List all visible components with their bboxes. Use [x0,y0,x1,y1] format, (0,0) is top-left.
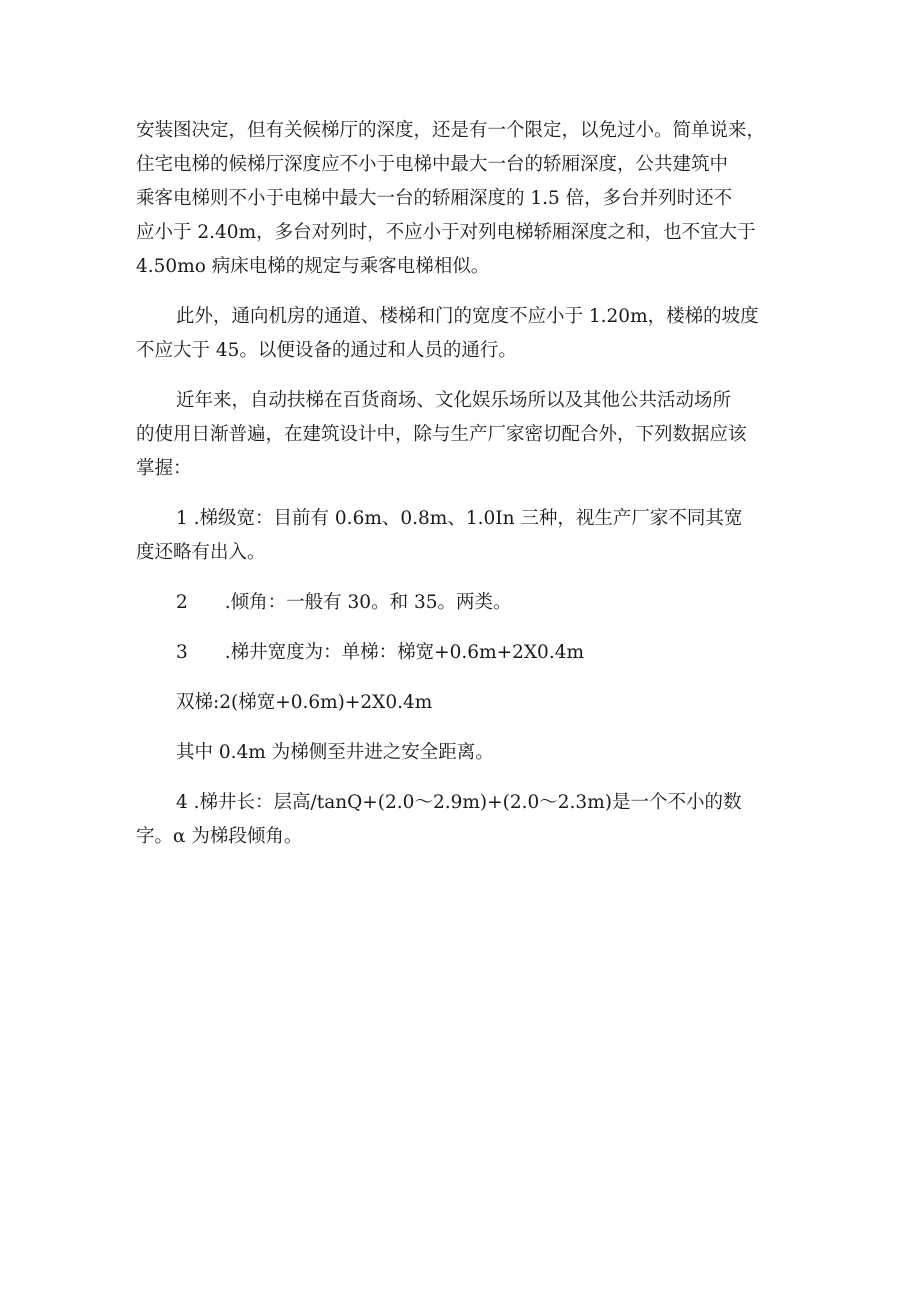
list-item-shaft-width [136,636,792,670]
text-line: 4.50mo 病床电梯的规定与乘客电梯相似。 [136,256,490,277]
list-item-step-width [136,502,792,570]
paragraph-escalator-intro [136,384,792,486]
text-line: 度还略有出入。 [136,542,266,563]
text-line: 的使用日渐普遍，在建筑设计中，除与生产厂家密切配合外，下列数据应该 [136,424,747,445]
list-item-shaft-length [136,786,792,854]
list-item-shaft-width-double [136,686,792,720]
text-line: 住宅电梯的候梯厅深度应不小于电梯中最大一台的轿厢深度，公共建筑中 [136,154,729,175]
text-line: 其中 0.4m 为梯侧至井进之安全距离。 [176,742,494,763]
paragraph-waiting-hall-depth [136,114,792,284]
text-line: 字。α 为梯段倾角。 [136,826,303,847]
text-line: 安装图决定，但有关候梯厅的深度，还是有一个限定，以免过小。简单说来， [136,120,766,141]
document-body [136,114,792,854]
text-line: 应小于 2.40m，多台对列时，不应小于对列电梯轿厢深度之和，也不宜大于 [136,222,756,243]
list-item-incline-angle [136,586,792,620]
text-line: 1 .梯级宽：目前有 0.6m、0.8m、1.0In 三种，视生产厂家不同其宽 [176,508,743,529]
paragraph-machine-room-access [136,300,792,368]
text-line: 掌握： [136,458,192,479]
text-line: 4 .梯井长：层高/tanQ+(2.0～2.9m)+(2.0～2.3m)是一个不小的数 [176,792,742,813]
text-line: 此外，通向机房的通道、楼梯和门的宽度不应小于 1.20m，楼梯的坡度 [176,306,759,327]
text-line: 不应大于 45。以便设备的通过和人员的通行。 [136,340,517,361]
text-line: 3 .梯井宽度为：单梯：梯宽+0.6m+2X0.4m [176,642,585,663]
text-line: 双梯:2(梯宽+0.6m)+2X0.4m [176,692,433,713]
list-item-safety-distance [136,736,792,770]
text-line: 近年来，自动扶梯在百货商场、文化娱乐场所以及其他公共活动场所 [176,390,732,411]
text-line: 2 .倾角：一般有 30。和 35。两类。 [176,592,512,613]
text-line: 乘客电梯则不小于电梯中最大一台的轿厢深度的 1.5 倍，多台并列时还不 [136,188,733,209]
